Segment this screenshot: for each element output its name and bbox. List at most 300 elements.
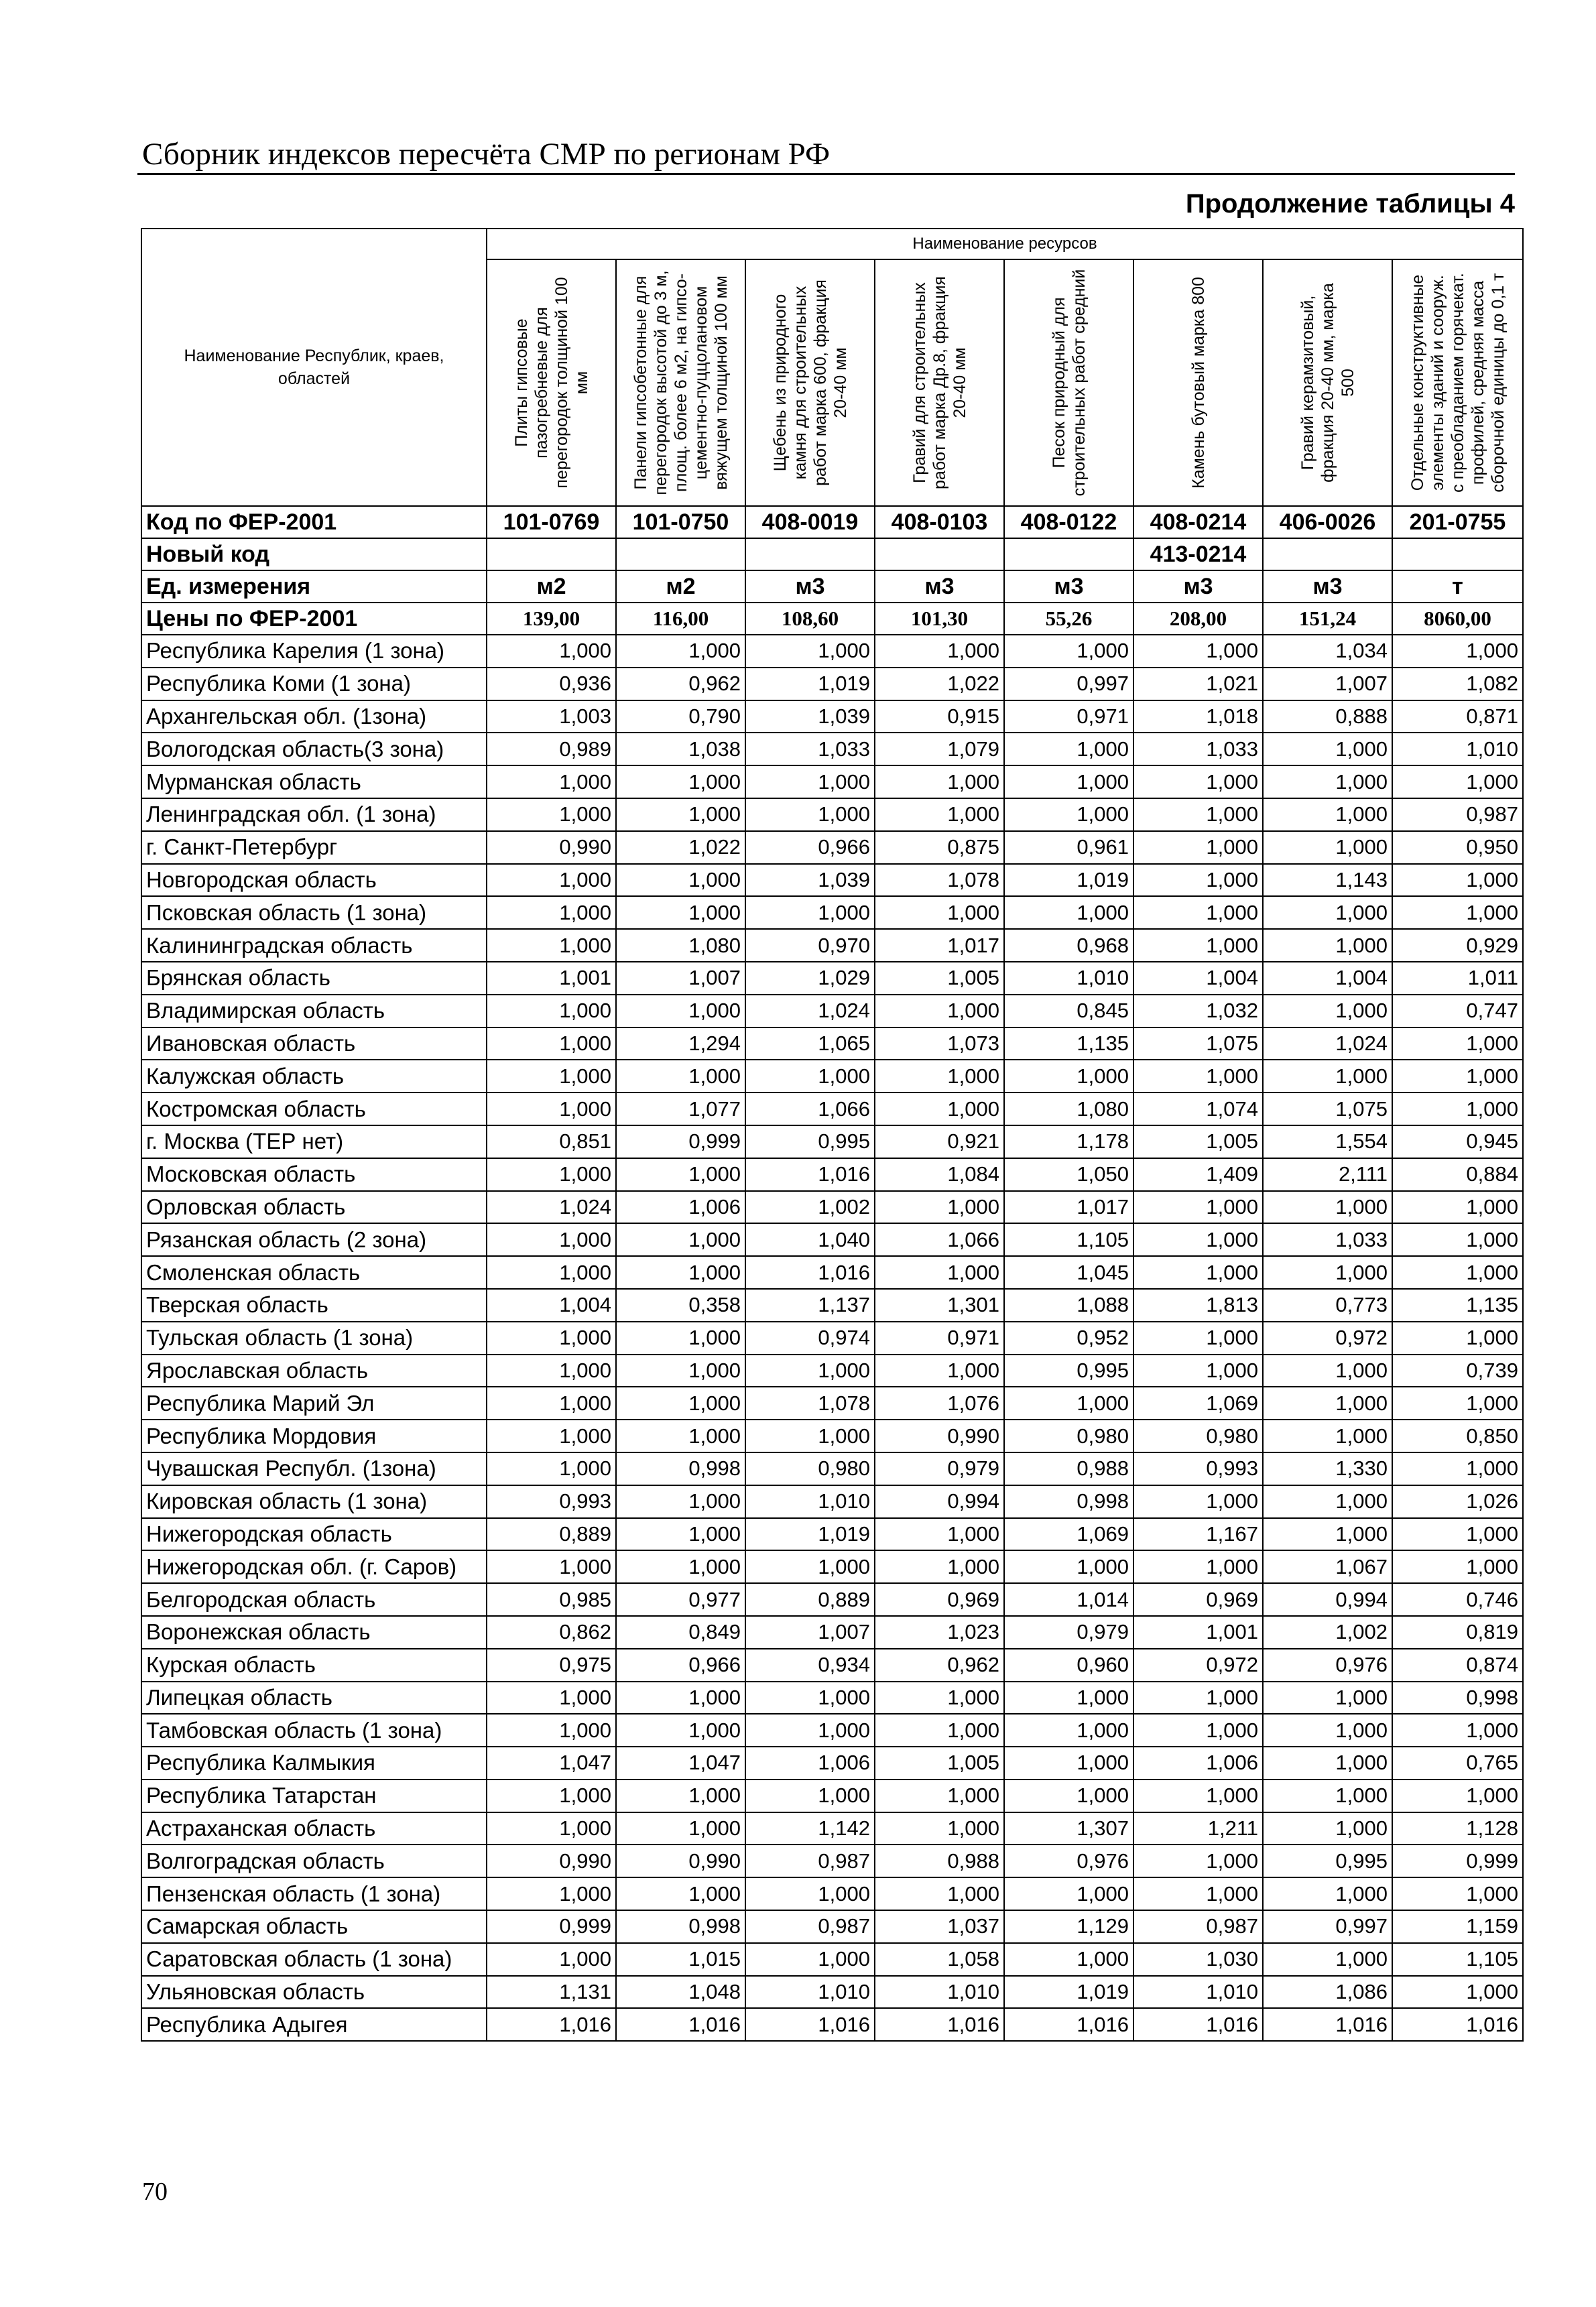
index-value-cell: 1,022	[875, 668, 1004, 700]
index-value-cell: 1,000	[487, 864, 616, 897]
index-value-cell: 0,358	[616, 1289, 745, 1322]
index-value-cell: 1,000	[1133, 896, 1263, 929]
index-value-cell: 1,016	[1263, 2008, 1392, 2041]
table-row	[141, 1191, 1523, 1224]
index-value-cell: 1,000	[616, 1256, 745, 1289]
index-value-cell: 1,000	[875, 635, 1004, 668]
index-value-cell: 0,999	[1392, 1845, 1523, 1877]
index-value-cell: 0,945	[1392, 1125, 1523, 1158]
index-value-cell: 1,067	[1263, 1550, 1392, 1583]
index-value-cell: 1,000	[1004, 1060, 1133, 1093]
index-value-cell: 1,022	[616, 831, 745, 864]
index-value-cell: 1,011	[1392, 962, 1523, 995]
index-value-cell: 1,023	[875, 1616, 1004, 1649]
resource-name-text: Песок природный для строительных работ средний	[1049, 269, 1089, 497]
index-value-cell: 1,000	[875, 896, 1004, 929]
index-value-cell: 0,994	[875, 1485, 1004, 1518]
index-value-cell: 1,001	[487, 962, 616, 995]
index-value-cell: 1,000	[1392, 1714, 1523, 1747]
resource-column-header-8	[1392, 259, 1523, 506]
index-value-cell: 1,000	[1392, 1191, 1523, 1224]
index-value-cell: 0,746	[1392, 1583, 1523, 1616]
table-row	[141, 1845, 1523, 1877]
index-value-cell: 1,016	[1133, 2008, 1263, 2041]
index-value-cell: 1,029	[745, 962, 875, 995]
table-row	[141, 798, 1523, 831]
index-value-cell: 0,961	[1004, 831, 1133, 864]
index-value-cell: 1,000	[1004, 765, 1133, 798]
index-value-cell: 0,875	[875, 831, 1004, 864]
index-value-cell: 1,075	[1263, 1093, 1392, 1125]
index-value-cell: 1,000	[616, 798, 745, 831]
meta-cell: 208,00	[1133, 603, 1263, 635]
table-row	[141, 1518, 1523, 1551]
index-value-cell: 1,000	[616, 1812, 745, 1845]
index-value-cell: 0,969	[1133, 1583, 1263, 1616]
index-value-cell: 0,976	[1263, 1649, 1392, 1682]
index-value-cell: 1,000	[1133, 1845, 1263, 1877]
region-name: Астраханская область	[141, 1812, 487, 1845]
resource-name-text: Щебень из природного камня для строительных работ марка 600, фракция 20-40 мм	[770, 279, 850, 486]
region-name: Псковская область (1 зона)	[141, 896, 487, 929]
index-value-cell: 1,000	[1392, 1877, 1523, 1910]
index-value-cell: 1,000	[1263, 1780, 1392, 1812]
meta-cell	[487, 538, 616, 570]
index-value-cell: 0,985	[487, 1583, 616, 1616]
index-value-cell: 1,000	[1004, 798, 1133, 831]
index-value-cell: 0,976	[1004, 1845, 1133, 1877]
index-value-cell: 0,884	[1392, 1158, 1523, 1191]
index-value-cell: 0,849	[616, 1616, 745, 1649]
index-value-cell: 1,000	[875, 1355, 1004, 1387]
region-name: Тульская область (1 зона)	[141, 1322, 487, 1355]
meta-cell: 55,26	[1004, 603, 1133, 635]
index-value-cell: 1,000	[1392, 1550, 1523, 1583]
index-value-cell: 1,000	[875, 765, 1004, 798]
index-value-cell: 1,000	[745, 765, 875, 798]
index-value-cell: 1,033	[745, 733, 875, 765]
region-name: Ярославская область	[141, 1355, 487, 1387]
region-name: Ульяновская область	[141, 1976, 487, 2009]
index-value-cell: 1,135	[1392, 1289, 1523, 1322]
index-value-cell: 0,739	[1392, 1355, 1523, 1387]
index-value-cell: 0,871	[1392, 700, 1523, 733]
region-name: Мурманская область	[141, 765, 487, 798]
index-value-cell: 1,137	[745, 1289, 875, 1322]
index-value-cell: 1,000	[616, 896, 745, 929]
index-value-cell: 1,000	[616, 1518, 745, 1551]
meta-cell: 101-0769	[487, 506, 616, 538]
region-name: Тамбовская область (1 зона)	[141, 1714, 487, 1747]
region-name: Республика Марий Эл	[141, 1387, 487, 1420]
index-value-cell: 1,024	[1263, 1027, 1392, 1060]
index-value-cell: 0,915	[875, 700, 1004, 733]
index-value-cell: 1,000	[875, 1093, 1004, 1125]
index-value-cell: 0,999	[487, 1910, 616, 1943]
index-value-cell: 1,000	[1133, 864, 1263, 897]
index-value-cell: 1,030	[1133, 1943, 1263, 1976]
index-value-cell: 1,034	[1263, 635, 1392, 668]
index-value-cell: 0,962	[875, 1649, 1004, 1682]
index-value-cell: 1,088	[1004, 1289, 1133, 1322]
index-value-cell: 1,004	[487, 1289, 616, 1322]
index-value-cell: 1,069	[1133, 1387, 1263, 1420]
index-value-cell: 1,024	[487, 1191, 616, 1224]
index-value-cell: 1,026	[1392, 1485, 1523, 1518]
index-value-cell: 1,000	[1263, 1485, 1392, 1518]
meta-cell: 408-0122	[1004, 506, 1133, 538]
table-row	[141, 995, 1523, 1027]
region-name: Тверская область	[141, 1289, 487, 1322]
index-value-cell: 1,016	[875, 2008, 1004, 2041]
index-value-cell: 1,000	[745, 635, 875, 668]
index-value-cell: 0,979	[875, 1452, 1004, 1485]
table-row	[141, 1158, 1523, 1191]
index-value-cell: 0,979	[1004, 1616, 1133, 1649]
index-value-cell: 1,000	[745, 1682, 875, 1714]
index-value-cell: 1,082	[1392, 668, 1523, 700]
table-row	[141, 1616, 1523, 1649]
index-value-cell: 1,017	[875, 929, 1004, 962]
index-value-cell: 1,000	[487, 1780, 616, 1812]
region-name: г. Санкт-Петербург	[141, 831, 487, 864]
index-value-cell: 1,000	[616, 1158, 745, 1191]
meta-row-label: Цены по ФЕР-2001	[141, 603, 487, 635]
index-value-cell: 1,409	[1133, 1158, 1263, 1191]
fer-code-row	[141, 506, 1523, 538]
index-value-cell: 1,016	[1392, 2008, 1523, 2041]
index-value-cell: 1,000	[1133, 1355, 1263, 1387]
meta-cell: м3	[745, 570, 875, 603]
index-value-cell: 1,000	[616, 1060, 745, 1093]
index-value-cell: 0,889	[745, 1583, 875, 1616]
index-value-cell: 1,066	[875, 1223, 1004, 1256]
table-row	[141, 1976, 1523, 2009]
index-value-cell: 0,997	[1004, 668, 1133, 700]
index-value-cell: 1,000	[487, 1812, 616, 1845]
index-value-cell: 1,000	[616, 1355, 745, 1387]
index-value-cell: 1,000	[1263, 831, 1392, 864]
index-value-cell: 1,000	[1263, 896, 1392, 929]
index-value-cell: 1,000	[1392, 1223, 1523, 1256]
index-value-cell: 1,000	[875, 1780, 1004, 1812]
index-value-cell: 1,005	[1133, 1125, 1263, 1158]
index-value-cell: 1,000	[1263, 765, 1392, 798]
index-value-cell: 1,000	[616, 1714, 745, 1747]
index-value-cell: 0,874	[1392, 1649, 1523, 1682]
meta-row-label: Новый код	[141, 538, 487, 570]
index-value-cell: 1,000	[616, 1322, 745, 1355]
meta-cell: 139,00	[487, 603, 616, 635]
index-value-cell: 1,016	[487, 2008, 616, 2041]
index-value-cell: 1,000	[1133, 1223, 1263, 1256]
index-value-cell: 1,019	[745, 668, 875, 700]
index-value-cell: 1,010	[745, 1485, 875, 1518]
index-value-cell: 1,000	[875, 1518, 1004, 1551]
index-value-cell: 1,000	[1392, 1093, 1523, 1125]
index-value-cell: 0,998	[616, 1910, 745, 1943]
index-value-cell: 1,000	[487, 1027, 616, 1060]
index-value-cell: 1,014	[1004, 1583, 1133, 1616]
index-value-cell: 1,000	[1263, 1714, 1392, 1747]
index-value-cell: 1,000	[1133, 831, 1263, 864]
resource-name-text: Панели гипсобетонные для перегородок высотой до 3 м, площ. более 6 м2, на гипсо-цементно-пуццолановом вяжущем толщиной 100 мм	[631, 270, 731, 495]
index-value-cell: 1,000	[616, 1877, 745, 1910]
index-value-cell: 1,000	[487, 798, 616, 831]
index-value-cell: 1,039	[745, 864, 875, 897]
index-value-cell: 1,000	[745, 1714, 875, 1747]
index-value-cell: 0,995	[1263, 1845, 1392, 1877]
index-value-cell: 1,000	[1133, 1877, 1263, 1910]
index-value-cell: 1,007	[745, 1616, 875, 1649]
index-value-cell: 1,000	[487, 635, 616, 668]
index-value-cell: 0,765	[1392, 1747, 1523, 1780]
index-value-cell: 1,000	[745, 1355, 875, 1387]
index-value-cell: 1,000	[1263, 1943, 1392, 1976]
meta-cell	[1263, 538, 1392, 570]
table-row	[141, 1452, 1523, 1485]
index-value-cell: 1,004	[1263, 962, 1392, 995]
meta-cell: 8060,00	[1392, 603, 1523, 635]
meta-cell: м3	[875, 570, 1004, 603]
table-row	[141, 1649, 1523, 1682]
index-value-cell: 1,010	[875, 1976, 1004, 2009]
region-name: Костромская область	[141, 1093, 487, 1125]
index-value-cell: 0,936	[487, 668, 616, 700]
table-row	[141, 896, 1523, 929]
index-value-cell: 0,969	[875, 1583, 1004, 1616]
index-value-cell: 1,000	[616, 635, 745, 668]
index-value-cell: 0,934	[745, 1649, 875, 1682]
index-value-cell: 1,000	[1133, 798, 1263, 831]
index-value-cell: 1,000	[487, 929, 616, 962]
index-value-cell: 1,016	[745, 1158, 875, 1191]
resources-caption: Наименование ресурсов	[487, 229, 1523, 259]
meta-cell	[616, 538, 745, 570]
region-name: Московская область	[141, 1158, 487, 1191]
index-value-cell: 1,000	[1133, 1322, 1263, 1355]
index-value-cell: 1,000	[1263, 1060, 1392, 1093]
index-value-cell: 1,037	[875, 1910, 1004, 1943]
index-value-cell: 0,987	[745, 1845, 875, 1877]
index-value-cell: 0,929	[1392, 929, 1523, 962]
region-name: Республика Калмыкия	[141, 1747, 487, 1780]
index-value-cell: 1,000	[1004, 1747, 1133, 1780]
index-value-cell: 1,000	[1133, 1682, 1263, 1714]
index-value-cell: 1,038	[616, 733, 745, 765]
index-value-cell: 1,000	[1004, 1682, 1133, 1714]
index-value-cell: 1,000	[1263, 1812, 1392, 1845]
table-row	[141, 1682, 1523, 1714]
index-value-cell: 1,078	[875, 864, 1004, 897]
index-value-cell: 0,952	[1004, 1322, 1133, 1355]
index-value-cell: 1,000	[487, 1714, 616, 1747]
index-value-cell: 1,000	[875, 1191, 1004, 1224]
table-row	[141, 1322, 1523, 1355]
index-value-cell: 1,080	[616, 929, 745, 962]
index-value-cell: 1,000	[487, 1223, 616, 1256]
meta-cell: м3	[1133, 570, 1263, 603]
index-value-cell: 1,000	[1004, 896, 1133, 929]
region-name: Орловская область	[141, 1191, 487, 1224]
index-value-cell: 1,000	[1004, 1387, 1133, 1420]
index-value-cell: 1,047	[616, 1747, 745, 1780]
index-value-cell: 1,000	[875, 1550, 1004, 1583]
meta-cell	[1004, 538, 1133, 570]
index-value-cell: 0,995	[745, 1125, 875, 1158]
index-value-cell: 1,000	[1392, 635, 1523, 668]
region-name: Ивановская область	[141, 1027, 487, 1060]
meta-cell: м2	[487, 570, 616, 603]
index-value-cell: 0,950	[1392, 831, 1523, 864]
index-value-cell: 1,000	[487, 1093, 616, 1125]
resource-column-header-6	[1133, 259, 1263, 506]
index-value-cell: 0,998	[616, 1452, 745, 1485]
region-name: г. Москва (ТЕР нет)	[141, 1125, 487, 1158]
index-value-cell: 1,000	[616, 765, 745, 798]
region-name: Волгоградская область	[141, 1845, 487, 1877]
table-continuation-label: Продолжение таблицы 4	[1185, 189, 1515, 219]
index-value-cell: 1,294	[616, 1027, 745, 1060]
index-value-cell: 1,007	[1263, 668, 1392, 700]
index-value-cell: 1,000	[1392, 864, 1523, 897]
region-name: Вологодская область(3 зона)	[141, 733, 487, 765]
meta-cell	[875, 538, 1004, 570]
index-value-cell: 1,058	[875, 1943, 1004, 1976]
index-value-cell: 1,032	[1133, 995, 1263, 1027]
index-value-cell: 1,010	[745, 1976, 875, 2009]
index-value-cell: 1,000	[1392, 1387, 1523, 1420]
index-value-cell: 2,111	[1263, 1158, 1392, 1191]
index-value-cell: 0,980	[1133, 1420, 1263, 1452]
index-value-cell: 1,554	[1263, 1125, 1392, 1158]
index-value-cell: 1,000	[1263, 1420, 1392, 1452]
index-value-cell: 1,178	[1004, 1125, 1133, 1158]
index-value-cell: 1,000	[1263, 1747, 1392, 1780]
index-value-cell: 1,050	[1004, 1158, 1133, 1191]
region-name: Саратовская область (1 зона)	[141, 1943, 487, 1976]
index-value-cell: 0,997	[1263, 1910, 1392, 1943]
table-row	[141, 929, 1523, 962]
index-value-cell: 0,850	[1392, 1420, 1523, 1452]
index-value-cell: 1,000	[1263, 1191, 1392, 1224]
page-number: 70	[142, 2178, 168, 2206]
meta-cell: 108,60	[745, 603, 875, 635]
index-value-cell: 0,977	[616, 1583, 745, 1616]
index-value-cell: 0,862	[487, 1616, 616, 1649]
meta-cell: 151,24	[1263, 603, 1392, 635]
index-value-cell: 1,000	[1263, 995, 1392, 1027]
index-value-cell: 1,000	[875, 1060, 1004, 1093]
index-value-cell: 0,971	[1004, 700, 1133, 733]
index-value-cell: 1,002	[745, 1191, 875, 1224]
index-value-cell: 1,000	[1392, 1060, 1523, 1093]
table-row	[141, 765, 1523, 798]
index-value-cell: 1,129	[1004, 1910, 1133, 1943]
index-value-cell: 1,000	[1004, 1877, 1133, 1910]
index-value-cell: 1,000	[1263, 1682, 1392, 1714]
resource-name-text: Камень бутовый марка 800	[1188, 277, 1208, 489]
index-value-cell: 0,987	[1392, 798, 1523, 831]
index-value-cell: 1,000	[1392, 1452, 1523, 1485]
index-value-cell: 0,988	[1004, 1452, 1133, 1485]
resource-column-header-3	[745, 259, 875, 506]
index-value-cell: 1,000	[1133, 1714, 1263, 1747]
index-value-cell: 1,128	[1392, 1812, 1523, 1845]
page-header-title: Сборник индексов пересчёта СМР по регионам РФ	[142, 137, 831, 172]
table-row	[141, 700, 1523, 733]
region-column-header: Наименование Республик, краев, областей	[141, 229, 487, 506]
region-name: Калининградская область	[141, 929, 487, 962]
index-value-cell: 0,975	[487, 1649, 616, 1682]
index-value-cell: 1,000	[616, 1223, 745, 1256]
index-value-cell: 1,004	[1133, 962, 1263, 995]
meta-cell: 408-0019	[745, 506, 875, 538]
meta-cell: 408-0214	[1133, 506, 1263, 538]
index-value-cell: 1,000	[1263, 929, 1392, 962]
index-value-cell: 1,000	[1133, 1485, 1263, 1518]
index-value-cell: 0,989	[487, 733, 616, 765]
region-name: Калужская область	[141, 1060, 487, 1093]
index-value-cell: 1,000	[745, 1420, 875, 1452]
region-name: Республика Татарстан	[141, 1780, 487, 1812]
index-value-cell: 0,988	[875, 1845, 1004, 1877]
table-row	[141, 1289, 1523, 1322]
index-value-cell: 1,000	[1392, 1322, 1523, 1355]
meta-cell	[1392, 538, 1523, 570]
index-value-cell: 1,159	[1392, 1910, 1523, 1943]
index-value-cell: 1,000	[487, 1452, 616, 1485]
index-value-cell: 1,075	[1133, 1027, 1263, 1060]
region-name: Воронежская область	[141, 1616, 487, 1649]
index-value-cell: 1,073	[875, 1027, 1004, 1060]
index-value-cell: 1,045	[1004, 1256, 1133, 1289]
index-value-cell: 1,000	[745, 896, 875, 929]
region-name: Ленинградская обл. (1 зона)	[141, 798, 487, 831]
index-value-cell: 1,005	[875, 1747, 1004, 1780]
index-value-cell: 1,000	[745, 1780, 875, 1812]
index-value-cell: 1,084	[875, 1158, 1004, 1191]
region-name: Рязанская область (2 зона)	[141, 1223, 487, 1256]
index-value-cell: 1,211	[1133, 1812, 1263, 1845]
region-name: Архангельская обл. (1зона)	[141, 700, 487, 733]
table-row	[141, 864, 1523, 897]
index-value-cell: 1,000	[1263, 1355, 1392, 1387]
meta-cell: м2	[616, 570, 745, 603]
table-row	[141, 1060, 1523, 1093]
index-value-cell: 1,074	[1133, 1093, 1263, 1125]
index-value-cell: 1,000	[1392, 1976, 1523, 2009]
index-value-cell: 1,000	[1004, 1550, 1133, 1583]
table-row	[141, 1780, 1523, 1812]
index-value-cell: 1,019	[1004, 1976, 1133, 2009]
resource-name-text: Отдельные конструктивные элементы зданий и сооруж. с преобладанием горячекат. профилей, средняя масса сборочной единицы до 0,1 т	[1408, 273, 1508, 493]
index-value-cell: 1,000	[1133, 1256, 1263, 1289]
index-value-cell: 1,000	[487, 896, 616, 929]
index-value-cell: 1,000	[1392, 1780, 1523, 1812]
index-value-cell: 1,003	[487, 700, 616, 733]
index-value-cell: 0,960	[1004, 1649, 1133, 1682]
index-value-cell: 0,990	[487, 1845, 616, 1877]
table-row	[141, 1583, 1523, 1616]
region-name: Брянская область	[141, 962, 487, 995]
index-value-cell: 1,016	[745, 2008, 875, 2041]
index-value-cell: 1,105	[1004, 1223, 1133, 1256]
index-value-cell: 1,000	[1004, 733, 1133, 765]
table-row	[141, 1256, 1523, 1289]
index-value-cell: 1,000	[1263, 1518, 1392, 1551]
index-value-cell: 0,790	[616, 700, 745, 733]
